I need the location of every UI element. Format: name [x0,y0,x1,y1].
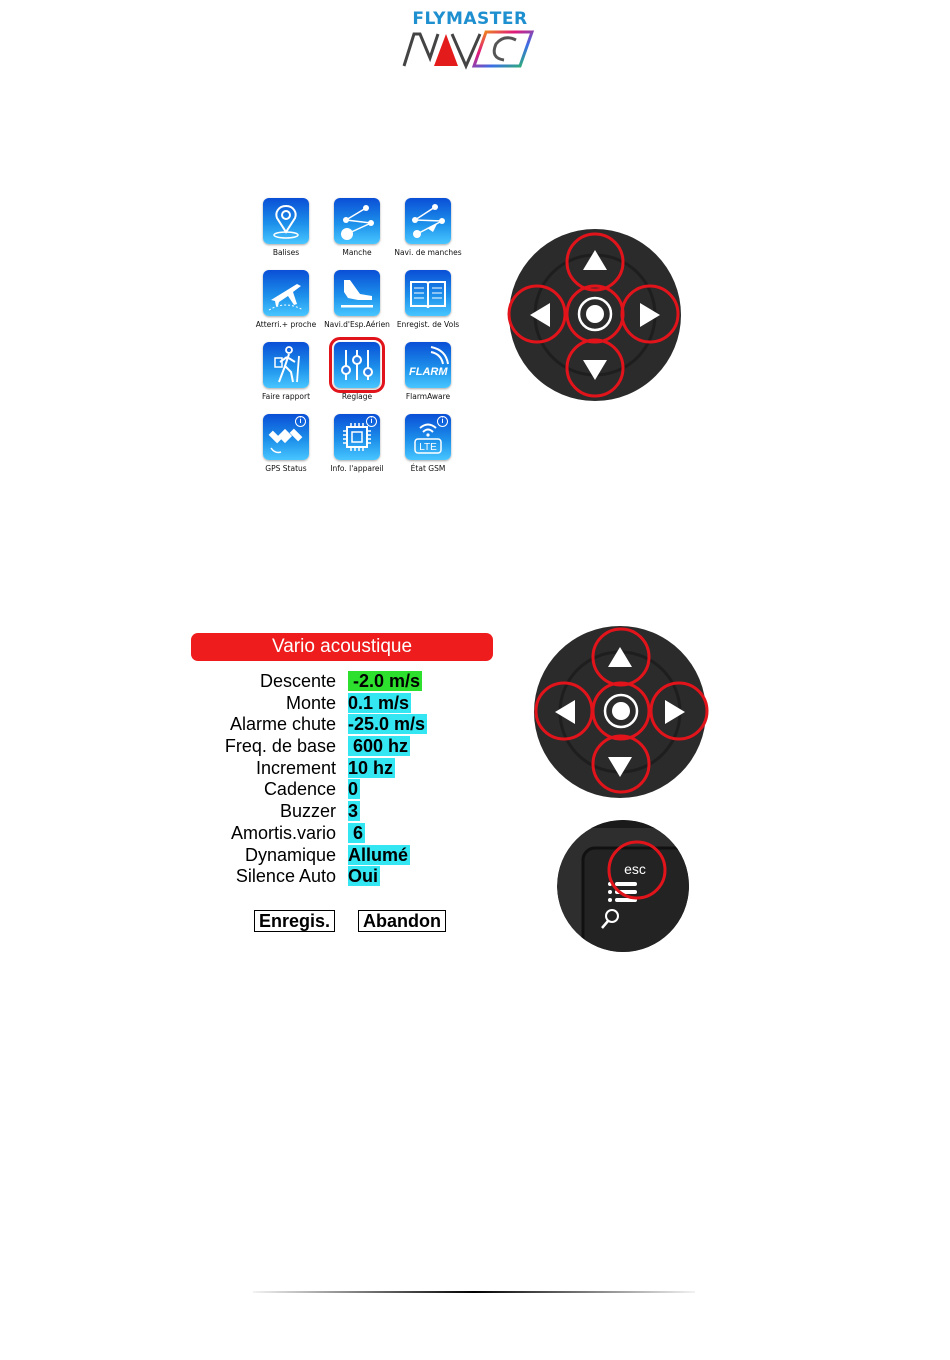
cancel-button[interactable]: Abandon [358,910,446,932]
menu-item-label: Manche [342,248,372,257]
setting-value[interactable]: Allumé [348,844,409,865]
setting-label: Descente [259,671,336,691]
setting-row-cadence[interactable] [190,778,510,800]
esc-label: esc [624,861,646,877]
setting-value[interactable]: -2.0 m/s [348,671,421,691]
menu-item-navi-esp-aerien[interactable] [321,270,393,342]
setting-value[interactable]: 6 [348,822,364,843]
main-menu-grid [250,198,465,478]
menu-item-label: FlarmAware [405,392,451,401]
esc-menu-key[interactable] [555,818,695,958]
setting-row-monte[interactable] [190,692,510,714]
setting-label: Alarme chute [229,714,336,735]
menu-item-label: Reglage [341,392,373,401]
open-book-icon [405,270,451,316]
flarm-icon [405,342,451,388]
menu-item-label: Enregist. de Vols [396,320,460,329]
info-badge-icon: i [437,416,448,427]
settings-list [190,670,510,887]
navigation-dpad-bottom [532,622,712,802]
task-route-icon [334,198,380,244]
save-button[interactable]: Enregis. [254,910,335,932]
location-pin-icon [263,198,309,244]
airplane-landing-icon [263,270,309,316]
setting-label: Cadence [263,779,336,800]
setting-row-amortis-vario[interactable] [190,822,510,844]
setting-value[interactable]: 0.1 m/s [348,692,410,713]
menu-item-label: Info. l'appareil [330,464,384,473]
settings-title: Vario acoustique [191,633,493,661]
menu-item-label: Faire rapport [261,392,311,401]
setting-row-buzzer[interactable] [190,800,510,822]
lte-text: LTE [419,442,437,453]
setting-label: Dynamique [244,844,336,865]
satellite-icon [263,414,309,460]
airspace-landing-icon [334,270,380,316]
navc-logo [400,28,540,70]
flarm-text: FLARM [409,366,448,378]
menu-item-faire-rapport[interactable] [250,342,322,414]
page-divider [253,1291,695,1293]
menu-item-label: Navi.d'Esp.Aérien [324,320,390,329]
setting-value[interactable]: 10 hz [348,757,394,778]
setting-row-silence-auto[interactable] [190,865,510,887]
info-badge-icon: i [366,416,377,427]
menu-item-etat-gsm[interactable] [392,414,464,486]
setting-label: Monte [285,692,336,713]
setting-row-dynamique[interactable] [190,844,510,866]
menu-item-balises[interactable] [250,198,322,270]
setting-value[interactable]: Oui [348,866,378,887]
menu-item-label: État GSM [410,464,446,473]
brand-logo-text: FLYMASTER [412,9,528,29]
menu-item-enregist-vols[interactable] [392,270,464,342]
menu-item-label: Atterri.+ proche [255,320,317,329]
info-badge-icon: i [295,416,306,427]
setting-value[interactable]: 3 [348,801,359,822]
setting-value[interactable]: 600 hz [348,736,409,757]
sliders-settings-icon [334,342,380,388]
lte-signal-icon [405,414,451,460]
setting-value[interactable]: -25.0 m/s [348,714,426,735]
setting-label: Increment [255,757,336,778]
menu-item-label: Balises [272,248,300,257]
setting-row-increment[interactable] [190,757,510,779]
menu-item-label: GPS Status [265,464,307,473]
setting-label: Silence Auto [235,866,336,887]
setting-row-descente[interactable] [190,670,510,692]
menu-item-gps-status[interactable] [250,414,322,486]
navigation-dpad-top [505,225,685,405]
menu-item-label: Navi. de manches [394,248,462,257]
setting-label: Buzzer [279,801,336,822]
chip-icon [334,414,380,460]
hiker-icon [263,342,309,388]
setting-row-alarme-chute[interactable] [190,713,510,735]
menu-item-atterri-proche[interactable] [250,270,322,342]
setting-label: Freq. de base [224,736,336,757]
setting-label: Amortis.vario [230,822,336,843]
menu-item-navi-manches[interactable] [392,198,464,270]
menu-item-reglage[interactable] [321,342,393,414]
menu-item-info-appareil[interactable] [321,414,393,486]
menu-item-flarmaware[interactable] [392,342,464,414]
setting-value[interactable]: 0 [348,779,359,800]
menu-item-manche[interactable] [321,198,393,270]
task-navigation-icon [405,198,451,244]
setting-row-freq-base[interactable] [190,735,510,757]
